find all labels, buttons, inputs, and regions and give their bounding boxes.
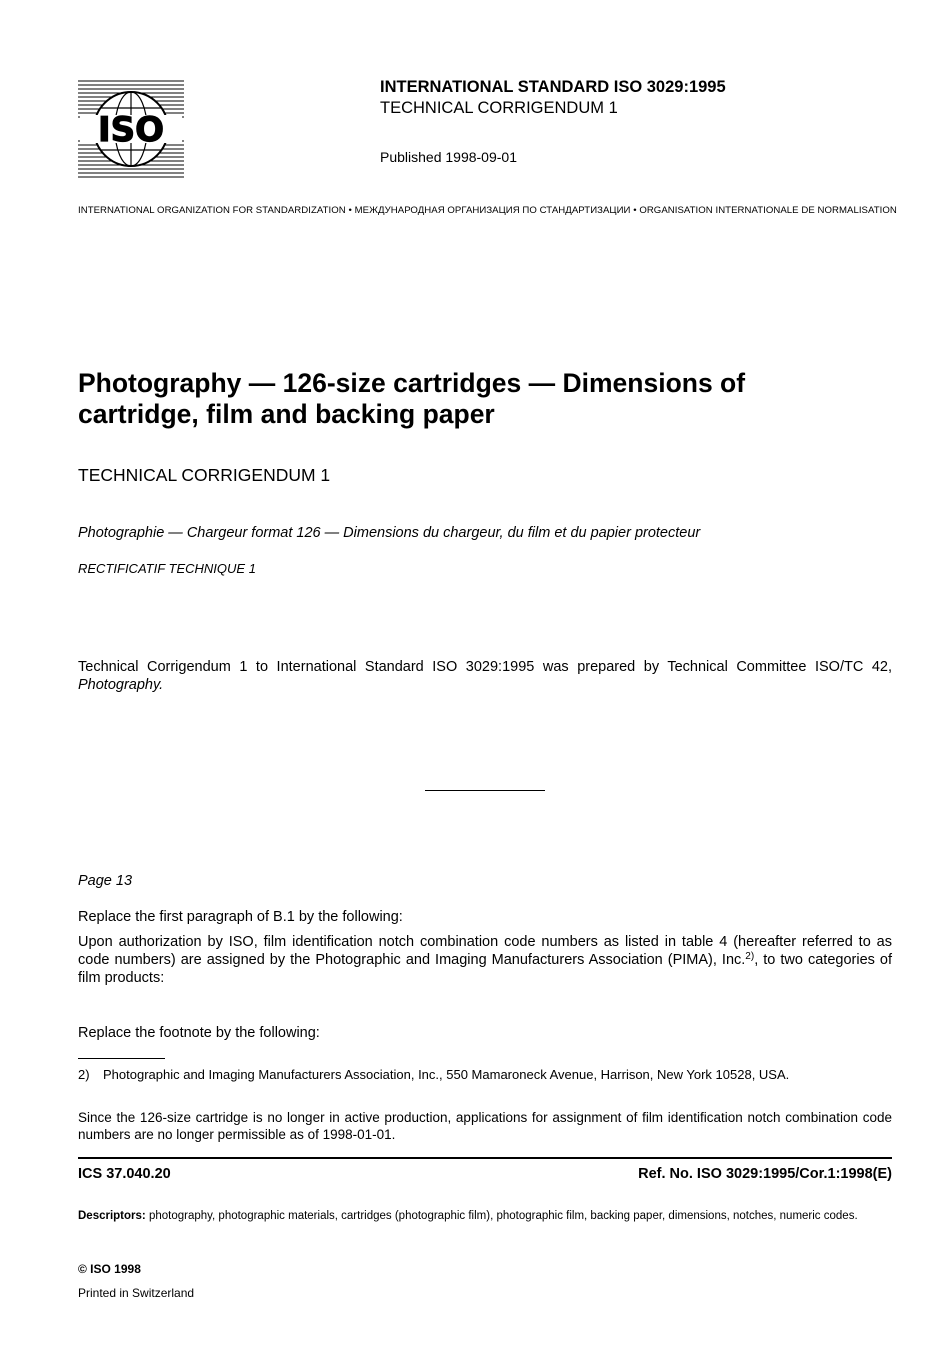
closing-paragraph: Since the 126-size cartridge is no longer in active production, applications for assignment of film identification notch combination code numbers are no longer permissible as of 1998-01-01. (78, 1110, 892, 1142)
ics-code: ICS 37.040.20 (78, 1166, 171, 1182)
footer-rule (78, 1157, 892, 1159)
intro-text: Technical Corrigendum 1 to International Standard ISO 3029:1995 was prepared by Technical Committee ISO/TC 42, (78, 659, 892, 675)
descriptors-text: photography, photographic materials, cartridges (photographic film), photographic film, backing paper, dimensions, notches, numeric codes. (145, 1210, 858, 1222)
footnote-number: 2) (78, 1067, 90, 1082)
standard-number: INTERNATIONAL STANDARD ISO 3029:1995 (380, 78, 726, 96)
replacement-text-a: Upon authorization by ISO, film identification notch combination code numbers as listed in table 4 (hereafter referred to as code numbers) are assigned by the Photographic and Imaging Manufacturers Association (PIMA), Inc. (78, 934, 892, 968)
french-title: Photographie — Chargeur format 126 — Dimensions du chargeur, du film et du papier protecteur (78, 525, 701, 541)
replace-footnote-instruction: Replace the footnote by the following: (78, 1025, 320, 1041)
reference-number: Ref. No. ISO 3029:1995/Cor.1:1998(E) (638, 1166, 892, 1182)
french-corrigendum-label: RECTIFICATIF TECHNIQUE 1 (78, 561, 256, 576)
separator-rule (425, 790, 545, 791)
footnote-rule (78, 1058, 165, 1059)
footnote-marker: 2) (745, 951, 755, 962)
replace-paragraph-instruction: Replace the first paragraph of B.1 by the following: (78, 909, 403, 925)
technical-corrigendum-label: TECHNICAL CORRIGENDUM 1 (78, 465, 331, 485)
title-line-1: Photography — 126-size cartridges — Dimensions of (78, 368, 746, 398)
iso-logo (78, 78, 184, 180)
footnote-text: Photographic and Imaging Manufacturers Association, Inc., 550 Mamaroneck Avenue, Harrison, New York 10528, USA. (103, 1067, 790, 1082)
descriptors (78, 1208, 892, 1224)
logo-text: ISO (97, 110, 165, 150)
page-reference: Page 13 (78, 873, 133, 889)
footnote (78, 1067, 789, 1082)
printed-location: Printed in Switzerland (78, 1286, 195, 1300)
replacement-paragraph (78, 933, 892, 987)
organization-line: INTERNATIONAL ORGANIZATION FOR STANDARDIZATION • МЕЖДУНАРОДНАЯ ОРГАНИЗАЦИЯ ПО СТАНДАРТИЗАЦИИ • ORGANISATION INTERNATIONALE DE NORMALISATION (78, 205, 897, 216)
intro-paragraph (78, 658, 892, 694)
copyright: © ISO 1998 (78, 1262, 141, 1276)
committee-name: Photography. (78, 677, 164, 693)
descriptors-label: Descriptors: (78, 1210, 146, 1222)
replacement-text-b: , to two categories of film products: (78, 952, 893, 986)
document-title (78, 368, 878, 430)
corrigendum-heading: TECHNICAL CORRIGENDUM 1 (380, 99, 618, 117)
title-line-2: cartridge, film and backing paper (78, 399, 495, 429)
published-date: Published 1998-09-01 (380, 149, 517, 165)
